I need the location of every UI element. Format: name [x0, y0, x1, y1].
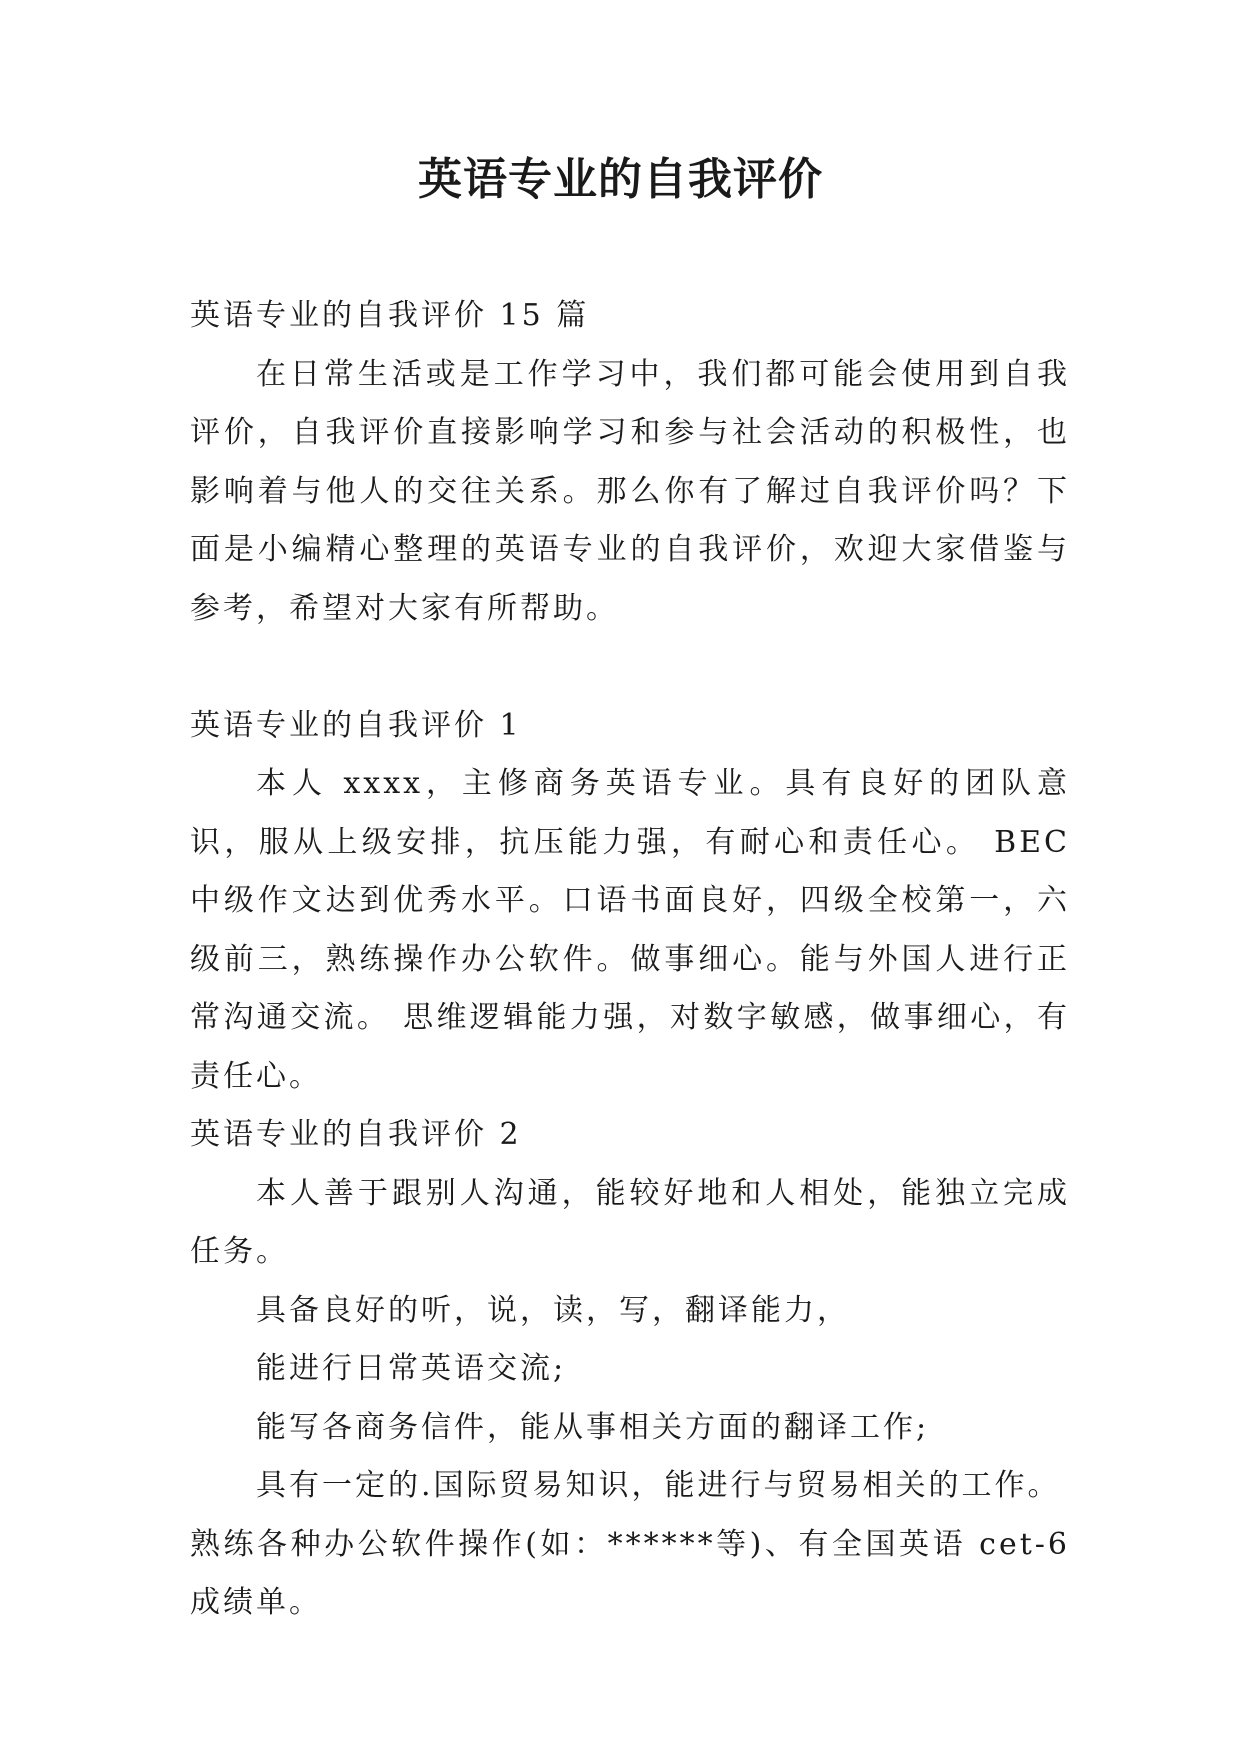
intro-heading: 英语专业的自我评价 15 篇: [190, 298, 590, 333]
section-2-paragraph-1: 本人善于跟别人沟通，能较好地和人相处，能独立完成任务。: [190, 1175, 1070, 1269]
section-1-heading: 英语专业的自我评价 1: [190, 707, 522, 743]
section-1-paragraph: 本人 xxxx，主修商务英语专业。具有良好的团队意识，服从上级安排，抗压能力强，有耐心和责任心。 BEC 中级作文达到优秀水平。口语书面良好，四级全校第一，六级前三，熟练操作办公软件。做事细心。能与外国人进行正常沟通交流。 思维逻辑能力强，对数字敏感，做事细心，有责任心。: [190, 766, 1070, 1094]
intro-paragraph: 在日常生活或是工作学习中，我们都可能会使用到自我评价，自我评价直接影响学习和参与社会活动的积极性，也影响着与他人的交往关系。那么你有了解过自我评价吗？下面是小编精心整理的英语专业的自我评价，欢迎大家借鉴与参考，希望对大家有所帮助。: [190, 356, 1070, 626]
section-2-heading: 英语专业的自我评价 2: [190, 1117, 522, 1152]
section-2-paragraph-3: 能进行日常英语交流;: [256, 1351, 567, 1386]
section-spacer: [190, 638, 1070, 697]
document-title: 英语专业的自我评价: [418, 154, 823, 205]
section-2-paragraph-6: 熟练各种办公软件操作(如：******等)、有全国英语 cet-6 成绩单。: [190, 1526, 1070, 1620]
section-2-paragraph-5: 具有一定的.国际贸易知识，能进行与贸易相关的工作。: [256, 1468, 1061, 1503]
section-2-paragraph-4: 能写各商务信件，能从事相关方面的翻译工作;: [256, 1409, 930, 1445]
section-2-paragraph-2: 具备良好的听，说，读，写，翻译能力，: [256, 1292, 850, 1328]
document-body: [190, 287, 1070, 1633]
